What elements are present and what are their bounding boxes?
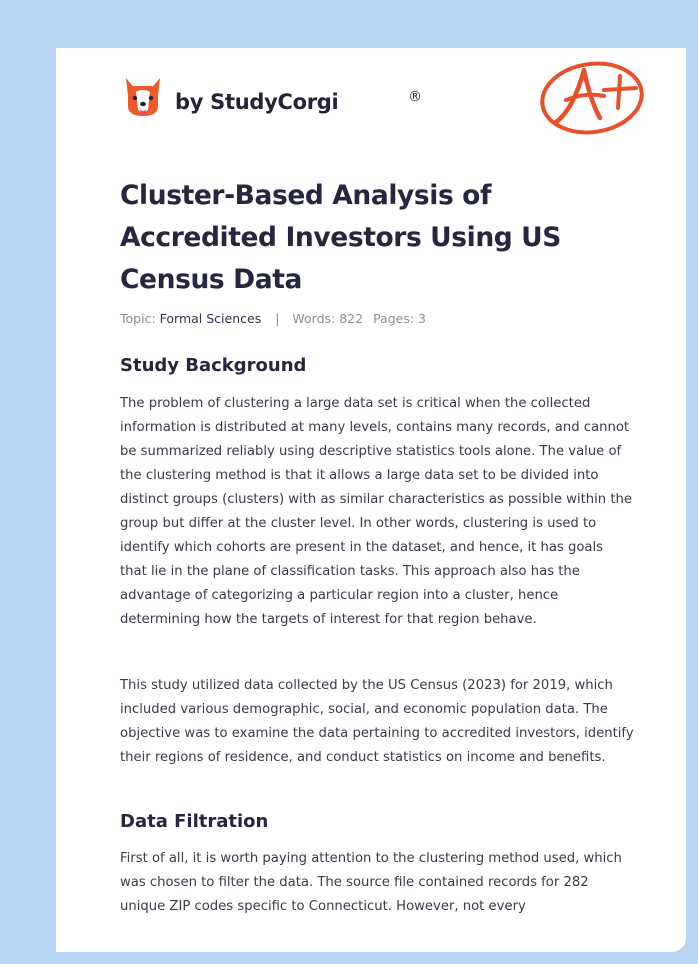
document-title: Cluster-Based Analysis of Accredited Investors Using US Census Data xyxy=(120,180,561,295)
document-page xyxy=(56,48,686,952)
topic-link[interactable]: Formal Sciences xyxy=(159,311,262,326)
a-plus-grade-badge xyxy=(538,60,648,140)
section-heading-data-filtration: Data Filtration xyxy=(120,811,269,832)
meta-separator: | xyxy=(275,311,280,326)
brand-name[interactable]: by StudyCorgi xyxy=(175,90,339,114)
paragraph: This study utilized data collected by the US Census (2023) for 2019, which included various demographic, social, and economic population data. The objective was to examine the data pertaining to accredited investors, identify their regions of residence, and conduct statistics on income and benefits. xyxy=(120,678,634,765)
registered-mark: ® xyxy=(408,89,422,105)
topic-label: Topic: xyxy=(120,311,156,326)
paragraph: First of all, it is worth paying attention to the clustering method used, which was chosen to filter the data. The source file contained records for 282 unique ZIP codes specific to Connecticut. However, not every xyxy=(120,851,622,914)
section-heading-study-background: Study Background xyxy=(120,355,307,376)
word-count: Words: 822 xyxy=(292,311,364,326)
page-count: Pages: 3 xyxy=(373,311,426,326)
corgi-logo-icon[interactable] xyxy=(122,76,164,120)
document-meta xyxy=(120,311,426,326)
paragraph: The problem of clustering a large data set is critical when the collected information is distributed at many levels, contains many records, and cannot be summarized reliably using descriptive statistics tools alone. The value of the clustering method is that it allows a large data set to be divided into distinct groups (clusters) with as similar characteristics as possible within the group but differ at the cluster level. In other words, clustering is used to identify which cohorts are present in the dataset, and hence, it has goals that lie in the plane of classification tasks. This approach also has the advantage of categorizing a particular region into a cluster, hence determining how the targets of interest for that region behave. xyxy=(120,396,632,627)
